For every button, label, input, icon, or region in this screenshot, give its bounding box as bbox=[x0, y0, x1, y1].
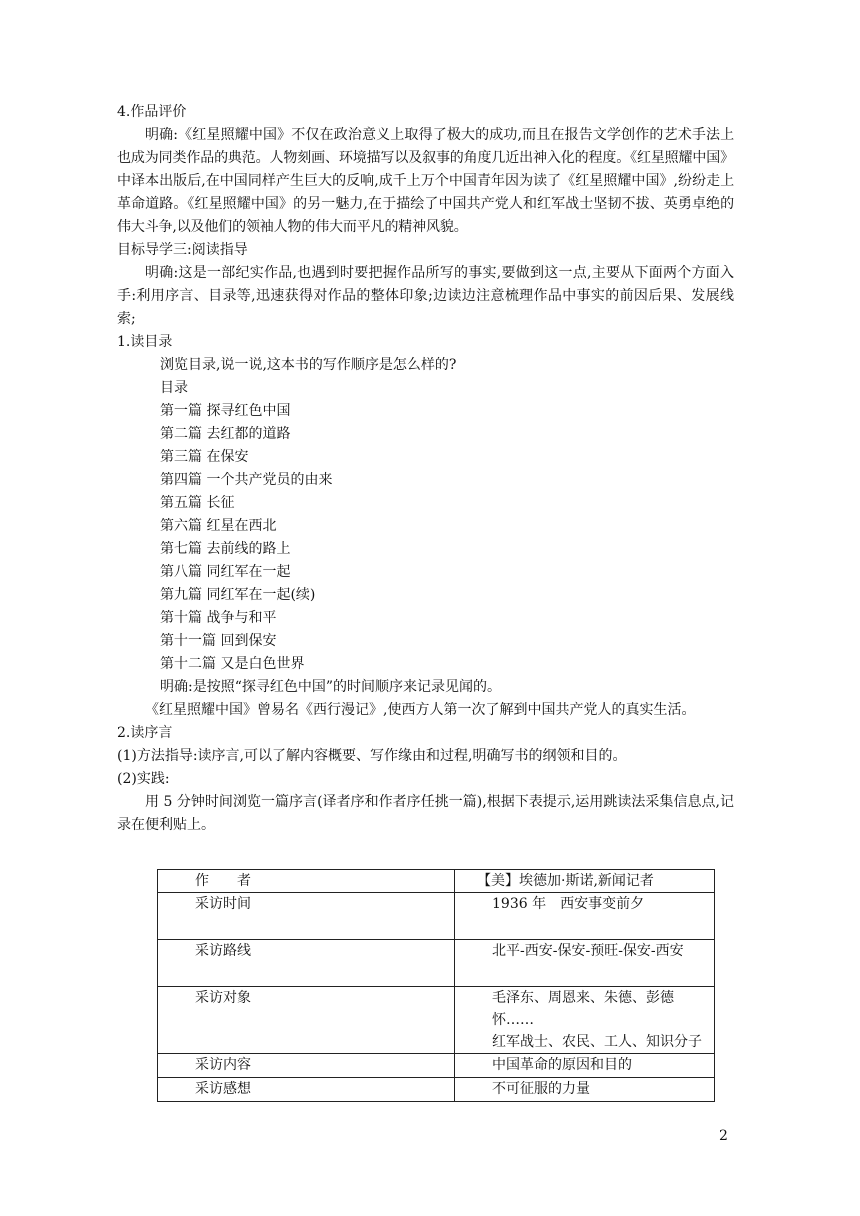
reading-guide-paragraph: 明确:这是一部纪实作品,也遇到时要把握作品所写的事实,要做到这一点,主要从下面两个方面入手:利用序言、目录等,迅速获得对作品的整体印象;边读边注意梳理作品中事实的前因后果、发展线索; bbox=[117, 265, 734, 327]
toc-item: 第五篇 长征 bbox=[160, 495, 235, 511]
preface-info-table bbox=[157, 869, 715, 1102]
page-content bbox=[117, 101, 734, 837]
section-heading-toc: 1.读目录 bbox=[117, 334, 173, 350]
toc-item: 第一篇 探寻红色中国 bbox=[160, 403, 291, 419]
route-label: 采访路线 bbox=[158, 940, 455, 987]
author-label: 作者 bbox=[195, 873, 279, 889]
goal-heading-reading-guide: 目标导学三:阅读指导 bbox=[117, 242, 248, 258]
toc-item: 第四篇 一个共产党员的由来 bbox=[160, 472, 333, 488]
toc-item: 第九篇 同红军在一起(续) bbox=[160, 587, 316, 603]
toc-prompt: 浏览目录,说一说,这本书的写作顺序是怎么样的? bbox=[160, 357, 457, 373]
table-row bbox=[158, 1054, 715, 1078]
section-heading-evaluation: 4.作品评价 bbox=[117, 104, 187, 120]
table-row bbox=[158, 1078, 715, 1102]
toc-item: 第十篇 战争与和平 bbox=[160, 610, 277, 626]
toc-item: 第十二篇 又是白色世界 bbox=[160, 656, 305, 672]
toc-item: 第六篇 红星在西北 bbox=[160, 518, 277, 534]
subjects-value-cell bbox=[455, 987, 715, 1054]
toc-item: 第八篇 同红军在一起 bbox=[160, 564, 291, 580]
toc-item: 第二篇 去红都的道路 bbox=[160, 426, 291, 442]
preface-practice: (2)实践: bbox=[117, 771, 170, 787]
toc-list bbox=[117, 400, 734, 676]
feeling-label: 采访感想 bbox=[158, 1078, 455, 1102]
toc-note: 《红星照耀中国》曾易名《西行漫记》,使西方人第一次了解到中国共产党人的真实生活。 bbox=[145, 702, 696, 718]
section-heading-preface: 2.读序言 bbox=[117, 725, 173, 741]
time-label: 采访时间 bbox=[158, 893, 455, 940]
table-row bbox=[158, 893, 715, 940]
preface-task: 用 5 分钟时间浏览一篇序言(译者序和作者序任挑一篇),根据下表提示,运用跳读法采集信息点,记录在便利贴上。 bbox=[117, 794, 734, 833]
table-row bbox=[158, 870, 715, 893]
content-value: 中国革命的原因和目的 bbox=[455, 1054, 715, 1078]
page-number: 2 bbox=[719, 1128, 728, 1144]
preface-method: (1)方法指导:读序言,可以了解内容概要、写作缘由和过程,明确写书的纲领和目的。 bbox=[117, 748, 627, 764]
toc-item: 第十一篇 回到保安 bbox=[160, 633, 277, 649]
toc-title: 目录 bbox=[160, 380, 188, 396]
toc-answer: 明确:是按照“探寻红色中国”的时间顺序来记录见闻的。 bbox=[160, 679, 502, 695]
table-row bbox=[158, 940, 715, 987]
table-row bbox=[158, 987, 715, 1054]
subjects-label: 采访对象 bbox=[158, 987, 455, 1054]
author-value: 【美】埃德加·斯诺,新闻记者 bbox=[455, 870, 715, 893]
subjects-value-line2: 红军战士、农民、工人、知识分子 bbox=[492, 1034, 702, 1050]
evaluation-paragraph: 明确:《红星照耀中国》不仅在政治意义上取得了极大的成功,而且在报告文学创作的艺术手法上也成为同类作品的典范。人物刻画、环境描写以及叙事的角度几近出神入化的程度。《红星照耀中国》中译本出版后,在中国同样产生巨大的反响,成千上万个中国青年因为读了《红星照耀中国》,纷纷走上革命道路。《红星照耀中国》的另一魅力,在于描绘了中国共产党人和红军战士坚韧不拔、英勇卓绝的伟大斗争,以及他们的领袖人物的伟大而平凡的精神风貌。 bbox=[117, 127, 734, 235]
toc-item: 第七篇 去前线的路上 bbox=[160, 541, 291, 557]
content-label: 采访内容 bbox=[158, 1054, 455, 1078]
toc-item: 第三篇 在保安 bbox=[160, 449, 249, 465]
time-value: 1936 年 西安事变前夕 bbox=[455, 893, 715, 940]
author-label-cell bbox=[158, 870, 455, 893]
feeling-value: 不可征服的力量 bbox=[455, 1078, 715, 1102]
subjects-value-line1: 毛泽东、周恩来、朱德、彭德怀…… bbox=[492, 990, 674, 1028]
route-value: 北平-西安-保安-预旺-保安-西安 bbox=[455, 940, 715, 987]
